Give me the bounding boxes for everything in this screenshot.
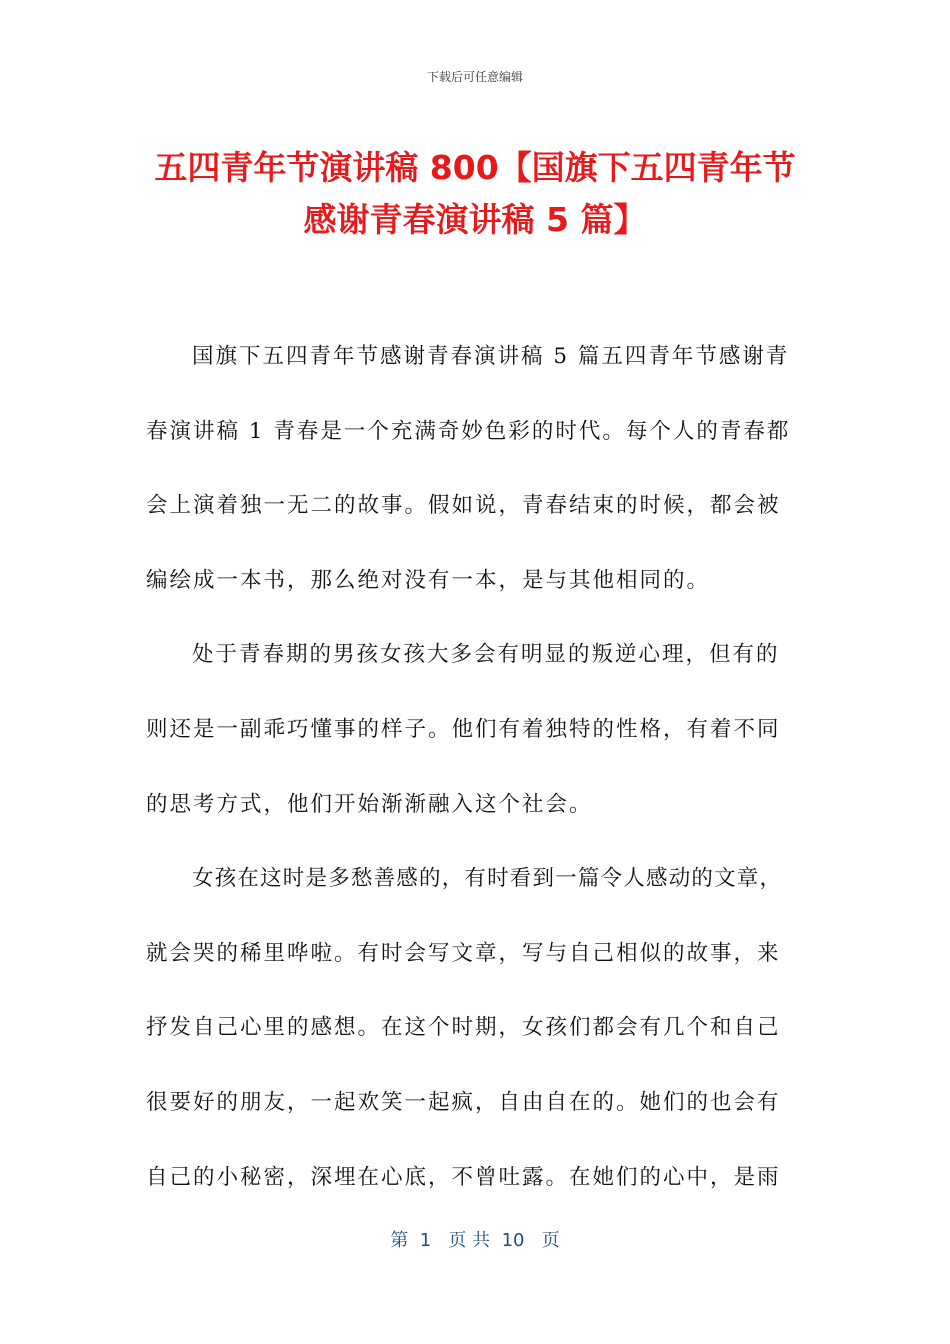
body-line: 抒发自己心里的感想。在这个时期，女孩们都会有几个和自己 [146,1015,781,1041]
body-line: 会上演着独一无二的故事。假如说，青春结束的时候，都会被 [146,493,781,519]
document-title [100,142,850,246]
body-line: 则还是一副乖巧懂事的样子。他们有着独特的性格，有着不同 [146,716,781,742]
body-line: 女孩在这时是多愁善感的，有时看到一篇令人感动的文章， [192,866,783,892]
body-line: 编绘成一本书，那么绝对没有一本，是与其他相同的。 [146,567,711,593]
body-line: 很要好的朋友，一起欢笑一起疯，自由自在的。她们的也会有 [146,1089,781,1115]
header-note: 下载后可任意编辑 [426,70,523,84]
body-line: 就会哭的稀里哗啦。有时会写文章，写与自己相似的故事，来 [146,940,781,966]
body-line: 的思考方式，他们开始渐渐融入这个社会。 [146,791,593,817]
body-line: 国旗下五四青年节感谢青春演讲稿 5 篇五四青年节感谢青 [192,344,790,369]
body-line: 自己的小秘密，深埋在心底，不曾吐露。在她们的心中，是雨 [146,1164,781,1190]
title-line-1: 五四青年节演讲稿 800【国旗下五四青年节 [154,148,796,187]
page-footer: 第 1 页 共 10 页 [390,1230,560,1251]
title-line-2: 感谢青春演讲稿 5 篇】 [303,200,647,239]
body-line: 处于青春期的男孩女孩大多会有明显的叛逆心理，但有的 [192,642,780,668]
body-line: 春演讲稿 1 青春是一个充满奇妙色彩的时代。每个人的青春都 [146,418,791,444]
document-body [146,320,806,1215]
